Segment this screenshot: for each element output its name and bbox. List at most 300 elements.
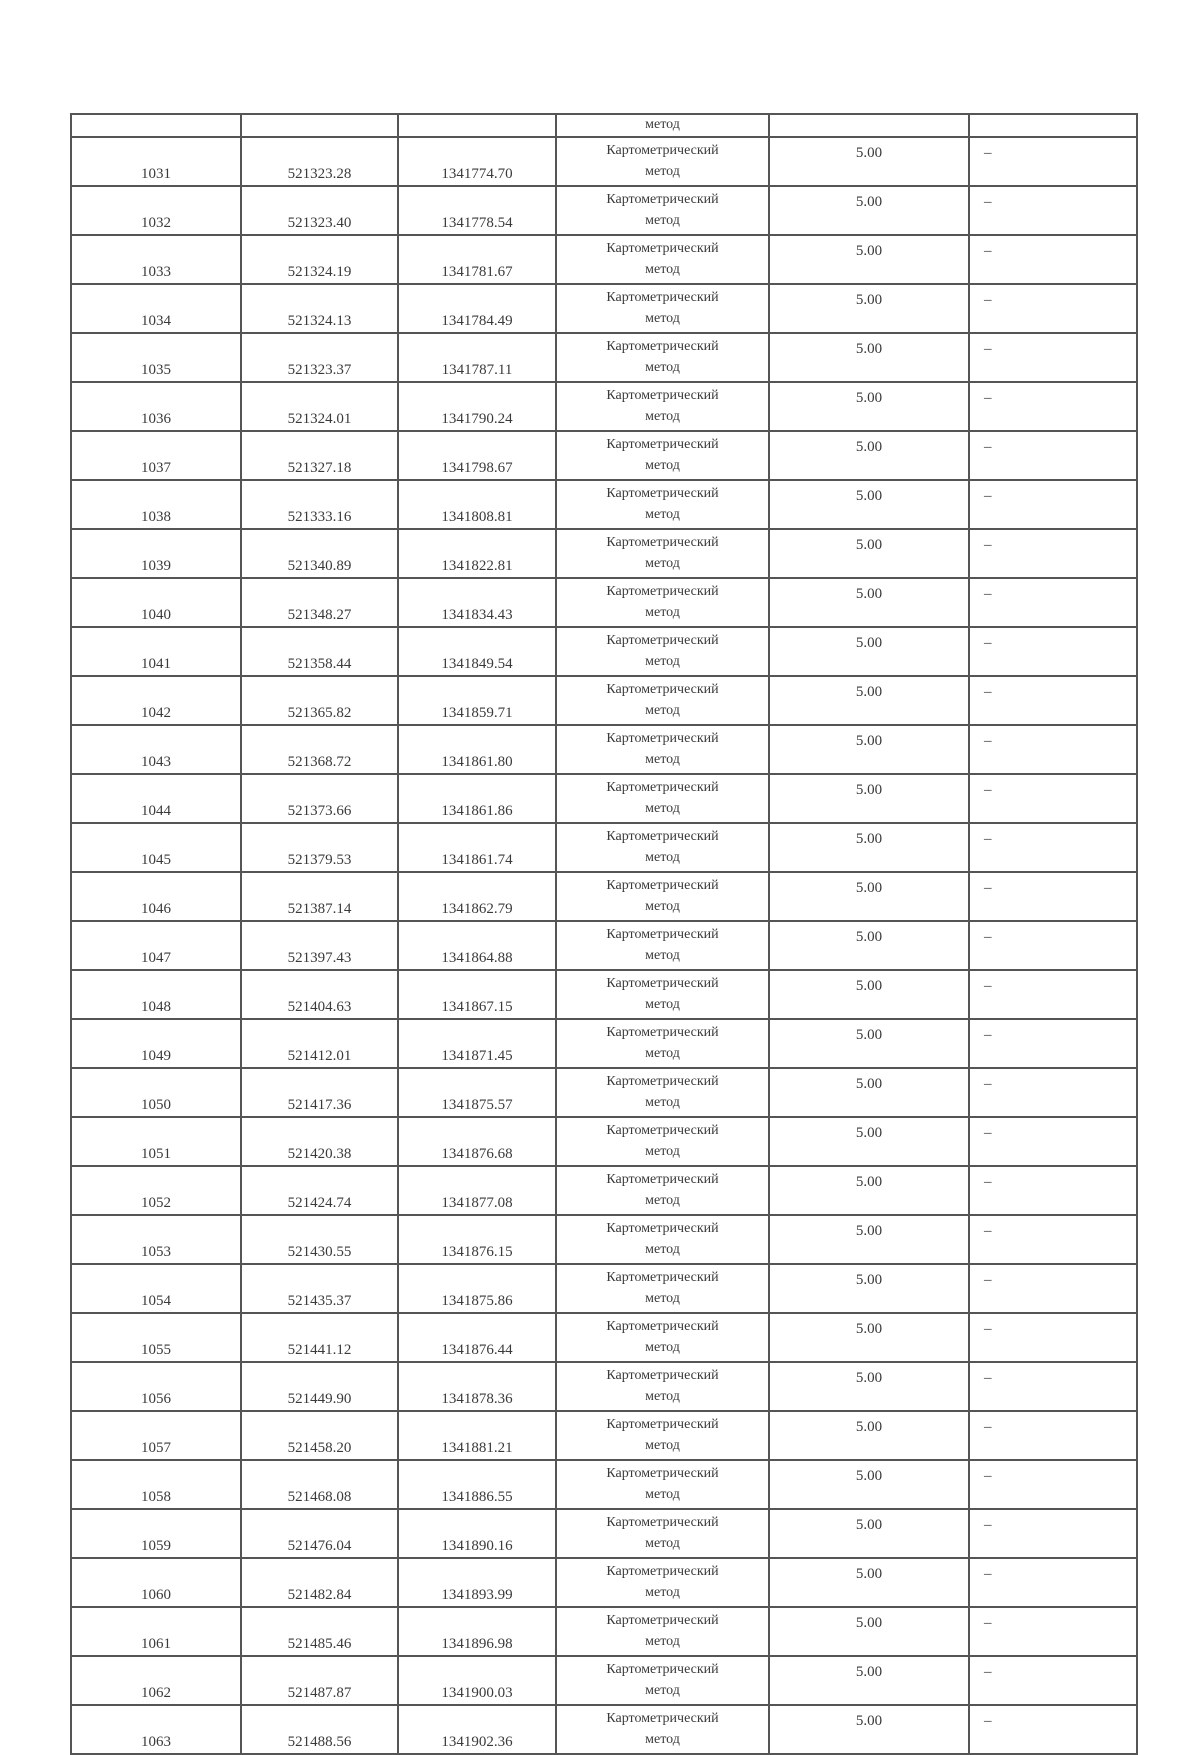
cell-note-text: –	[984, 1517, 992, 1533]
cell-error-text: 5.00	[855, 1125, 883, 1141]
cell-point-number-text: 1061	[141, 1636, 171, 1652]
cell-y	[398, 774, 556, 823]
cell-x-text: 521323.37	[287, 362, 352, 378]
cell-method-text: метод	[645, 555, 680, 571]
cell-error-text: 5.00	[855, 537, 883, 553]
cell-method	[556, 578, 769, 627]
cell-point-number	[71, 1460, 241, 1509]
cell-x	[241, 1411, 398, 1460]
table-row	[71, 1166, 1137, 1215]
cell-x-text: 521468.08	[287, 1489, 352, 1505]
cell-y-text: 1341808.81	[441, 509, 513, 525]
cell-note	[969, 1656, 1137, 1705]
cell-x	[241, 186, 398, 235]
cell-x	[241, 774, 398, 823]
cell-note-text: –	[984, 488, 992, 504]
table-row	[71, 186, 1137, 235]
cell-x-text: 521365.82	[287, 705, 352, 721]
cell-x	[241, 114, 398, 137]
cell-y	[398, 872, 556, 921]
cell-method-text: Картометрический	[606, 1024, 719, 1040]
cell-y-text: 1341781.67	[441, 264, 513, 280]
cell-y-text: 1341774.70	[441, 166, 513, 182]
table-row	[71, 1264, 1137, 1313]
cell-method-text: метод	[645, 947, 680, 963]
cell-note-text: –	[984, 341, 992, 357]
cell-y	[398, 1068, 556, 1117]
cell-error	[769, 431, 969, 480]
cell-x	[241, 529, 398, 578]
cell-error	[769, 676, 969, 725]
cell-note-text: –	[984, 635, 992, 651]
cell-note-text: –	[984, 537, 992, 553]
cell-note-text: –	[984, 1223, 992, 1239]
cell-x	[241, 1068, 398, 1117]
cell-method	[556, 333, 769, 382]
cell-y-text: 1341778.54	[441, 215, 513, 231]
table-row	[71, 1558, 1137, 1607]
cell-point-number-text: 1052	[141, 1195, 171, 1211]
table-row	[71, 725, 1137, 774]
cell-error-text: 5.00	[855, 978, 883, 994]
cell-error	[769, 1264, 969, 1313]
cell-method-text: Картометрический	[606, 1661, 719, 1677]
cell-note	[969, 529, 1137, 578]
cell-error	[769, 382, 969, 431]
cell-method-text: Картометрический	[606, 828, 719, 844]
cell-note-text: –	[984, 782, 992, 798]
cell-error	[769, 137, 969, 186]
cell-y	[398, 627, 556, 676]
table-row	[71, 1019, 1137, 1068]
cell-method-text: Картометрический	[606, 1073, 719, 1089]
cell-y-text: 1341875.86	[441, 1293, 513, 1309]
table-row	[71, 480, 1137, 529]
cell-method	[556, 627, 769, 676]
cell-error	[769, 823, 969, 872]
cell-note	[969, 1166, 1137, 1215]
cell-y-text: 1341787.11	[441, 362, 513, 378]
cell-method	[556, 382, 769, 431]
cell-error	[769, 774, 969, 823]
cell-y	[398, 529, 556, 578]
cell-point-number-text: 1053	[141, 1244, 171, 1260]
cell-point-number-text: 1040	[141, 607, 171, 623]
cell-y	[398, 333, 556, 382]
cell-method	[556, 1117, 769, 1166]
cell-method-text: метод	[645, 604, 680, 620]
table-row	[71, 284, 1137, 333]
cell-note	[969, 114, 1137, 137]
cell-method-text: Картометрический	[606, 583, 719, 599]
cell-y	[398, 1019, 556, 1068]
cell-y-text: 1341822.81	[441, 558, 513, 574]
cell-x	[241, 1607, 398, 1656]
cell-error-text: 5.00	[855, 488, 883, 504]
cell-method-text: Картометрический	[606, 1220, 719, 1236]
cell-point-number	[71, 872, 241, 921]
cell-point-number	[71, 1019, 241, 1068]
cell-y-text: 1341902.36	[441, 1734, 513, 1750]
cell-x	[241, 970, 398, 1019]
table-row	[71, 921, 1137, 970]
cell-y	[398, 1264, 556, 1313]
cell-x	[241, 1117, 398, 1166]
cell-method-text: метод	[645, 1339, 680, 1355]
cell-method-text: Картометрический	[606, 338, 719, 354]
cell-note	[969, 284, 1137, 333]
cell-method-text: метод	[645, 310, 680, 326]
cell-note	[969, 333, 1137, 382]
cell-error-text: 5.00	[855, 243, 883, 259]
cell-note-text: –	[984, 684, 992, 700]
table-row	[71, 1656, 1137, 1705]
cell-method-text: Картометрический	[606, 289, 719, 305]
cell-method-text: метод	[645, 359, 680, 375]
cell-method-text: Картометрический	[606, 1269, 719, 1285]
cell-point-number-text: 1043	[141, 754, 171, 770]
cell-note	[969, 235, 1137, 284]
cell-x	[241, 1166, 398, 1215]
cell-point-number-text: 1035	[141, 362, 171, 378]
cell-point-number-text: 1039	[141, 558, 171, 574]
cell-method-text: Картометрический	[606, 877, 719, 893]
cell-note-text: –	[984, 1664, 992, 1680]
cell-note	[969, 774, 1137, 823]
cell-method-text: метод	[645, 1633, 680, 1649]
cell-point-number	[71, 1313, 241, 1362]
cell-error	[769, 186, 969, 235]
cell-error-text: 5.00	[855, 1664, 883, 1680]
cell-point-number-text: 1060	[141, 1587, 171, 1603]
cell-y-text: 1341876.44	[441, 1342, 513, 1358]
cell-x-text: 521420.38	[287, 1146, 352, 1162]
cell-method	[556, 872, 769, 921]
cell-error	[769, 1068, 969, 1117]
cell-y	[398, 823, 556, 872]
cell-point-number-text: 1050	[141, 1097, 171, 1113]
cell-error-text: 5.00	[855, 1468, 883, 1484]
cell-method-text: метод	[645, 1241, 680, 1257]
cell-error	[769, 529, 969, 578]
cell-y	[398, 1362, 556, 1411]
cell-method-text: Картометрический	[606, 387, 719, 403]
cell-error	[769, 1460, 969, 1509]
cell-x-text: 521358.44	[287, 656, 352, 672]
cell-method	[556, 1509, 769, 1558]
cell-point-number	[71, 774, 241, 823]
cell-y-text: 1341900.03	[441, 1685, 513, 1701]
cell-method	[556, 921, 769, 970]
cell-method-text: Картометрический	[606, 142, 719, 158]
cell-method-text: метод	[645, 653, 680, 669]
cell-method	[556, 725, 769, 774]
cell-point-number	[71, 382, 241, 431]
cell-y-text: 1341876.68	[441, 1146, 513, 1162]
cell-method-text: метод	[645, 1388, 680, 1404]
cell-y	[398, 676, 556, 725]
cell-y-text: 1341896.98	[441, 1636, 513, 1652]
cell-x-text: 521482.84	[287, 1587, 352, 1603]
cell-y	[398, 1656, 556, 1705]
cell-error	[769, 921, 969, 970]
cell-y-text: 1341834.43	[441, 607, 513, 623]
cell-point-number	[71, 1705, 241, 1754]
cell-note	[969, 578, 1137, 627]
cell-note	[969, 1509, 1137, 1558]
cell-error-text: 5.00	[855, 586, 883, 602]
table-row	[71, 970, 1137, 1019]
cell-y	[398, 921, 556, 970]
cell-error	[769, 1117, 969, 1166]
cell-x	[241, 1264, 398, 1313]
cell-note-text: –	[984, 1321, 992, 1337]
cell-error-text: 5.00	[855, 1272, 883, 1288]
cell-method	[556, 1166, 769, 1215]
cell-point-number	[71, 431, 241, 480]
cell-error-text: 5.00	[855, 341, 883, 357]
cell-method-text: метод	[645, 898, 680, 914]
cell-error-text: 5.00	[855, 1517, 883, 1533]
table-row	[71, 382, 1137, 431]
cell-y	[398, 1460, 556, 1509]
cell-method-text: метод	[645, 408, 680, 424]
cell-error	[769, 1166, 969, 1215]
cell-x-text: 521348.27	[287, 607, 352, 623]
cell-method-text: Картометрический	[606, 534, 719, 550]
cell-method-text: метод	[645, 1045, 680, 1061]
cell-method	[556, 1019, 769, 1068]
cell-method-text: метод	[645, 1682, 680, 1698]
cell-method-text: метод	[645, 751, 680, 767]
cell-x	[241, 1362, 398, 1411]
cell-note-text: –	[984, 1419, 992, 1435]
cell-point-number-text: 1054	[141, 1293, 171, 1309]
cell-method	[556, 1362, 769, 1411]
cell-x-text: 521424.74	[287, 1195, 352, 1211]
cell-error-text: 5.00	[855, 782, 883, 798]
cell-x-text: 521488.56	[287, 1734, 352, 1750]
cell-x-text: 521323.40	[287, 215, 352, 231]
cell-note	[969, 137, 1137, 186]
cell-method	[556, 284, 769, 333]
cell-method-text: Картометрический	[606, 1318, 719, 1334]
cell-x	[241, 921, 398, 970]
cell-method	[556, 1656, 769, 1705]
cell-error	[769, 1362, 969, 1411]
cell-x-text: 521430.55	[287, 1244, 352, 1260]
cell-point-number-text: 1056	[141, 1391, 171, 1407]
cell-error	[769, 872, 969, 921]
cell-method	[556, 1460, 769, 1509]
table-row	[71, 529, 1137, 578]
cell-method-text: метод	[645, 1143, 680, 1159]
cell-point-number	[71, 186, 241, 235]
cell-error-text: 5.00	[855, 145, 883, 161]
cell-error	[769, 1019, 969, 1068]
cell-point-number-text: 1031	[141, 166, 171, 182]
cell-method	[556, 480, 769, 529]
cell-point-number	[71, 333, 241, 382]
cell-method-text: Картометрический	[606, 1465, 719, 1481]
cell-y	[398, 1313, 556, 1362]
cell-error	[769, 1215, 969, 1264]
cell-note-text: –	[984, 243, 992, 259]
cell-error	[769, 284, 969, 333]
cell-point-number-text: 1059	[141, 1538, 171, 1554]
cell-method-text: Картометрический	[606, 926, 719, 942]
cell-method-text: Картометрический	[606, 1122, 719, 1138]
cell-point-number	[71, 137, 241, 186]
cell-method-text: Картометрический	[606, 1514, 719, 1530]
cell-method	[556, 823, 769, 872]
cell-point-number	[71, 578, 241, 627]
cell-method-text: метод	[645, 1535, 680, 1551]
cell-x	[241, 137, 398, 186]
cell-y	[398, 114, 556, 137]
cell-method	[556, 186, 769, 235]
cell-method	[556, 529, 769, 578]
cell-point-number-text: 1037	[141, 460, 171, 476]
cell-method-text: метод	[645, 457, 680, 473]
cell-point-number-text: 1051	[141, 1146, 171, 1162]
cell-point-number	[71, 114, 241, 137]
cell-error	[769, 333, 969, 382]
cell-y-text: 1341867.15	[441, 999, 513, 1015]
cell-note-text: –	[984, 978, 992, 994]
cell-x-text: 521476.04	[287, 1538, 352, 1554]
cell-error	[769, 1509, 969, 1558]
cell-point-number	[71, 235, 241, 284]
cell-note-text: –	[984, 1174, 992, 1190]
coordinates-table-body	[71, 114, 1137, 1754]
cell-method	[556, 970, 769, 1019]
cell-point-number	[71, 1215, 241, 1264]
cell-y-text: 1341876.15	[441, 1244, 513, 1260]
cell-x	[241, 1558, 398, 1607]
continuation-row	[71, 114, 1137, 137]
cell-error-text: 5.00	[855, 1223, 883, 1239]
cell-point-number	[71, 676, 241, 725]
cell-y-text: 1341790.24	[441, 411, 513, 427]
cell-method-text: Картометрический	[606, 1416, 719, 1432]
cell-point-number-text: 1063	[141, 1734, 171, 1750]
cell-point-number-text: 1041	[141, 656, 171, 672]
cell-error-text: 5.00	[855, 831, 883, 847]
cell-method-text: Картометрический	[606, 975, 719, 991]
cell-error-text: 5.00	[855, 635, 883, 651]
cell-y	[398, 431, 556, 480]
cell-point-number	[71, 921, 241, 970]
cell-x	[241, 1705, 398, 1754]
cell-point-number	[71, 1068, 241, 1117]
cell-x	[241, 1215, 398, 1264]
cell-method-text: Картометрический	[606, 1367, 719, 1383]
cell-error	[769, 627, 969, 676]
cell-y	[398, 186, 556, 235]
cell-note	[969, 921, 1137, 970]
cell-note	[969, 1705, 1137, 1754]
cell-note	[969, 1215, 1137, 1264]
cell-x	[241, 872, 398, 921]
cell-note-text: –	[984, 733, 992, 749]
cell-error-text: 5.00	[855, 684, 883, 700]
cell-point-number-text: 1032	[141, 215, 171, 231]
cell-note-text: –	[984, 145, 992, 161]
cell-y	[398, 235, 556, 284]
cell-y-text: 1341878.36	[441, 1391, 513, 1407]
coordinates-table-page	[70, 113, 1136, 1755]
cell-y-text: 1341798.67	[441, 460, 513, 476]
cell-method	[556, 114, 769, 137]
cell-note	[969, 1362, 1137, 1411]
cell-x	[241, 676, 398, 725]
cell-error-text: 5.00	[855, 292, 883, 308]
cell-note-text: –	[984, 292, 992, 308]
cell-error-text: 5.00	[855, 1370, 883, 1386]
cell-x	[241, 823, 398, 872]
table-row	[71, 676, 1137, 725]
cell-point-number-text: 1033	[141, 264, 171, 280]
cell-method-text: метод	[645, 1290, 680, 1306]
cell-note-text: –	[984, 390, 992, 406]
cell-x	[241, 431, 398, 480]
cell-note	[969, 1558, 1137, 1607]
cell-y	[398, 1558, 556, 1607]
cell-point-number	[71, 1362, 241, 1411]
table-row	[71, 1215, 1137, 1264]
cell-method	[556, 1068, 769, 1117]
cell-method-text: метод	[645, 1192, 680, 1208]
cell-note	[969, 1460, 1137, 1509]
cell-y-text: 1341861.80	[441, 754, 513, 770]
cell-x-text: 521387.14	[287, 901, 352, 917]
cell-x	[241, 333, 398, 382]
cell-point-number-text: 1042	[141, 705, 171, 721]
cell-y	[398, 382, 556, 431]
cell-note-text: –	[984, 439, 992, 455]
cell-point-number	[71, 1656, 241, 1705]
cell-y	[398, 480, 556, 529]
cell-note	[969, 382, 1137, 431]
cell-error	[769, 1558, 969, 1607]
cell-x-text: 521379.53	[287, 852, 352, 868]
cell-y-text: 1341871.45	[441, 1048, 513, 1064]
cell-method-text: метод	[645, 1486, 680, 1502]
cell-y	[398, 725, 556, 774]
table-row	[71, 627, 1137, 676]
cell-note-text: –	[984, 1566, 992, 1582]
cell-note-text: –	[984, 1468, 992, 1484]
cell-method-text: Картометрический	[606, 779, 719, 795]
cell-point-number	[71, 970, 241, 1019]
cell-x	[241, 235, 398, 284]
cell-x	[241, 578, 398, 627]
cell-point-number	[71, 627, 241, 676]
cell-y-text: 1341881.21	[441, 1440, 513, 1456]
cell-note-text: –	[984, 929, 992, 945]
cell-error-text: 5.00	[855, 390, 883, 406]
cell-note	[969, 1117, 1137, 1166]
table-row	[71, 1705, 1137, 1754]
cell-y-text: 1341864.88	[441, 950, 513, 966]
cell-point-number-text: 1046	[141, 901, 171, 917]
cell-method-text: Картометрический	[606, 632, 719, 648]
cell-point-number-text: 1047	[141, 950, 171, 966]
cell-point-number	[71, 1558, 241, 1607]
cell-note	[969, 480, 1137, 529]
cell-x-text: 521487.87	[287, 1685, 352, 1701]
